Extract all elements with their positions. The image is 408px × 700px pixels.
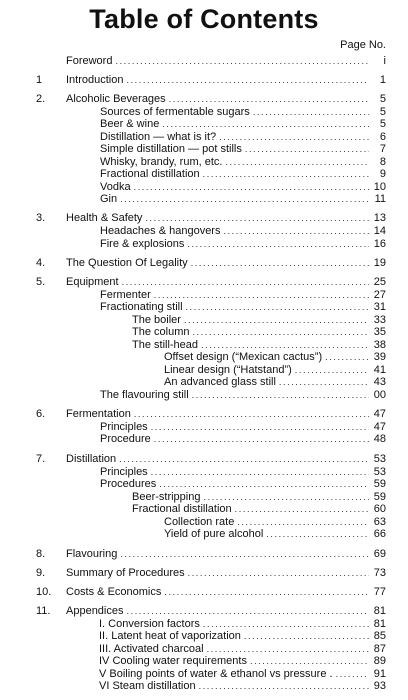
dot-leader [120, 193, 369, 206]
toc-entry-label: I. Conversion factors [99, 618, 200, 630]
toc-entry-page: 6 [379, 131, 386, 143]
document-title: Table of Contents [89, 4, 319, 34]
dot-leader [191, 257, 369, 270]
toc-entry [100, 118, 386, 131]
toc-entry-page: 48 [373, 433, 386, 445]
dot-leader [169, 93, 369, 106]
dot-leader [245, 143, 369, 156]
toc-entry-number: 10. [36, 586, 52, 598]
toc-entry-number: 1 [36, 74, 43, 86]
toc-entry-page: 11 [374, 193, 386, 205]
toc-entry [36, 93, 386, 106]
toc-entry-page: 87 [373, 643, 386, 655]
toc-entry [100, 238, 386, 251]
toc-entry [36, 548, 386, 561]
toc-entry [66, 55, 386, 68]
toc-entry [36, 212, 386, 225]
toc-entry-label: Gin [100, 193, 118, 205]
toc-entry-label: Linear design (“Hatstand”) [164, 364, 292, 376]
toc-entry [36, 567, 386, 580]
toc-entry-label: Fractional distillation [100, 168, 200, 180]
toc-entry-page: 41 [373, 364, 386, 376]
toc-entry-page: 1 [379, 74, 386, 86]
toc-entry-page: 93 [373, 680, 386, 692]
toc-entry [164, 351, 386, 364]
toc-entry-page: 35 [373, 326, 386, 338]
toc-entry [36, 74, 386, 87]
toc-entry-page: 53 [373, 453, 386, 465]
toc-entry [100, 433, 386, 446]
dot-leader [186, 301, 369, 314]
toc-entry-page: 14 [373, 225, 386, 237]
dot-leader [134, 408, 369, 421]
toc-entry-label: IV Cooling water requirements [99, 655, 247, 667]
dot-leader [120, 548, 369, 561]
toc-entry-label: Fractional distillation [132, 503, 232, 515]
dot-leader [145, 212, 369, 225]
dot-leader [223, 225, 369, 238]
toc-entry-number: 9. [36, 567, 46, 579]
toc-entry-label: Procedure [100, 433, 151, 445]
dot-leader [159, 478, 369, 491]
toc-entry-number: 7. [36, 453, 46, 465]
toc-entry-label: Equipment [66, 276, 119, 288]
dot-leader [119, 453, 369, 466]
toc-entry-label: The column [132, 326, 190, 338]
dot-leader [162, 118, 369, 131]
toc-entry-label: Introduction [66, 74, 124, 86]
toc-entry-label: An advanced glass still [164, 376, 276, 388]
toc-entry-page: 59 [373, 478, 386, 490]
toc-entry-label: Headaches & hangovers [100, 225, 221, 237]
toc-entry [100, 478, 386, 491]
toc-entry [36, 453, 386, 466]
toc-entry-page: 5 [379, 93, 386, 105]
toc-entry-page: 53 [373, 466, 386, 478]
dot-leader [187, 238, 369, 251]
toc-entry-label: Appendices [66, 605, 124, 617]
toc-entry [99, 680, 386, 693]
dot-leader [115, 55, 369, 68]
toc-entry-label: The boiler [132, 314, 181, 326]
toc-entry-label: Whisky, brandy, rum, etc. [100, 156, 223, 168]
toc-entry [99, 630, 386, 643]
toc-entry [132, 326, 386, 339]
toc-entry-page: 43 [373, 376, 386, 388]
toc-entry-label: Fractionating still [100, 301, 183, 313]
toc-entry-number: 6. [36, 408, 46, 420]
dot-leader [122, 276, 369, 289]
toc-entry [164, 376, 386, 389]
toc-entry-label: Foreword [66, 55, 113, 67]
toc-entry-label: Costs & Economics [66, 586, 162, 598]
toc-entry-label: Procedures [100, 478, 157, 490]
toc-entry-page: 81 [373, 605, 386, 617]
toc-entry [100, 168, 386, 181]
toc-entry [100, 143, 386, 156]
toc-entry [100, 389, 386, 402]
toc-entry-page: 63 [373, 516, 386, 528]
toc-entry-page: 31 [373, 301, 386, 313]
page-number-header: Page No. [340, 39, 386, 51]
toc-entry-label: Principles [100, 466, 148, 478]
dot-leader [203, 168, 369, 181]
dot-leader [199, 680, 369, 693]
toc-entry-page: 47 [373, 421, 386, 433]
toc-entry-label: Beer & wine [100, 118, 160, 130]
toc-entry-label: The flavouring still [100, 389, 189, 401]
toc-entry-page: 5 [379, 118, 386, 130]
dot-leader [279, 376, 369, 389]
dot-leader [126, 74, 369, 87]
toc-entry-label: Sources of fermentable sugars [100, 106, 250, 118]
toc-entry-label: Distillation [66, 453, 117, 465]
toc-entry [100, 301, 386, 314]
toc-entry-label: Distillation — what is it? [100, 131, 217, 143]
toc-entry-label: Flavouring [66, 548, 118, 560]
toc-entry [36, 586, 386, 599]
toc-entry-page: 89 [373, 655, 386, 667]
dot-leader [192, 326, 369, 339]
toc-entry-page: 27 [373, 289, 386, 301]
toc-entry-number: 8. [36, 548, 46, 560]
dot-leader [235, 503, 369, 516]
toc-entry-label: II. Latent heat of vaporization [99, 630, 241, 642]
toc-entry-label: Yield of pure alcohol [164, 528, 264, 540]
toc-entry-number: 11. [36, 605, 51, 617]
toc-entry-page: 91 [373, 668, 386, 680]
toc-entry-page: 00 [373, 389, 386, 401]
toc-entry-page: 39 [373, 351, 386, 363]
toc-entry-number: 3. [36, 212, 46, 224]
dot-leader [127, 605, 370, 618]
toc-entry [36, 276, 386, 289]
dot-leader [154, 433, 369, 446]
toc-entry [100, 193, 386, 206]
toc-entry [36, 408, 386, 421]
toc-entry-page: 16 [373, 238, 386, 250]
toc-entry-label: Summary of Procedures [66, 567, 185, 579]
toc-entry-page: 5 [379, 106, 386, 118]
toc-entry-page: 66 [373, 528, 386, 540]
toc-entry-page: 19 [373, 257, 386, 269]
toc-entry-page: 38 [373, 339, 386, 351]
toc-entry-label: III. Activated charcoal [99, 643, 204, 655]
toc-entry-page: 25 [373, 276, 386, 288]
toc-entry-label: Collection rate [164, 516, 235, 528]
toc-entry-page: 47 [373, 408, 386, 420]
toc-entry-page: 33 [373, 314, 386, 326]
toc-entry-page: 13 [373, 212, 386, 224]
dot-leader [250, 655, 369, 668]
dot-leader [164, 586, 369, 599]
toc-entry-page: 77 [373, 586, 386, 598]
toc-entry [36, 257, 386, 270]
toc-entry-label: Health & Safety [66, 212, 143, 224]
toc-entry [164, 528, 386, 541]
toc-entry [36, 605, 386, 618]
toc-entry-page: 60 [373, 503, 386, 515]
toc-entry-label: Principles [100, 421, 148, 433]
toc-entry-label: Vodka [100, 181, 131, 193]
toc-entry-label: V Boiling points of water & ethanol vs pressure . [99, 668, 333, 680]
toc-entry-number: 2. [36, 93, 46, 105]
toc-entry-number: 4. [36, 257, 46, 269]
dot-leader [325, 351, 369, 364]
dot-leader [266, 528, 369, 541]
toc-entry-label: Simple distillation — pot stills [100, 143, 242, 155]
toc-entry-page: 9 [379, 168, 386, 180]
toc-entry-label: Fermenter [100, 289, 151, 301]
toc-entry [132, 503, 386, 516]
toc-entry-page: 7 [379, 143, 386, 155]
toc-entry-label: Offset design (“Mexican cactus”) [164, 351, 323, 363]
toc-entry-number: 5. [36, 276, 46, 288]
toc-entry-label: Alcoholic Beverages [66, 93, 166, 105]
toc-entry-page: 69 [373, 548, 386, 560]
toc-entry-label: The still-head [132, 339, 199, 351]
toc-entry-page: 81 [373, 618, 386, 630]
toc-entry-label: The Question Of Legality [66, 257, 188, 269]
dot-leader [188, 567, 369, 580]
toc-entry [100, 225, 386, 238]
toc-entry-label: Beer-stripping [132, 491, 201, 503]
toc-entry-page: 8 [379, 156, 386, 168]
toc-entry-label: Fermentation [66, 408, 131, 420]
toc-entry [99, 655, 386, 668]
toc-entry-page: 85 [373, 630, 386, 642]
dot-leader [192, 389, 369, 402]
toc-entry-page: 73 [373, 567, 386, 579]
toc-entry-page: i [383, 55, 386, 67]
dot-leader [244, 630, 369, 643]
toc-entry-page: 10 [373, 181, 386, 193]
toc-entry-label: VI Steam distillation [99, 680, 196, 692]
toc-entry-page: 59 [373, 491, 386, 503]
toc-entry-label: Fire & explosions [100, 238, 185, 250]
